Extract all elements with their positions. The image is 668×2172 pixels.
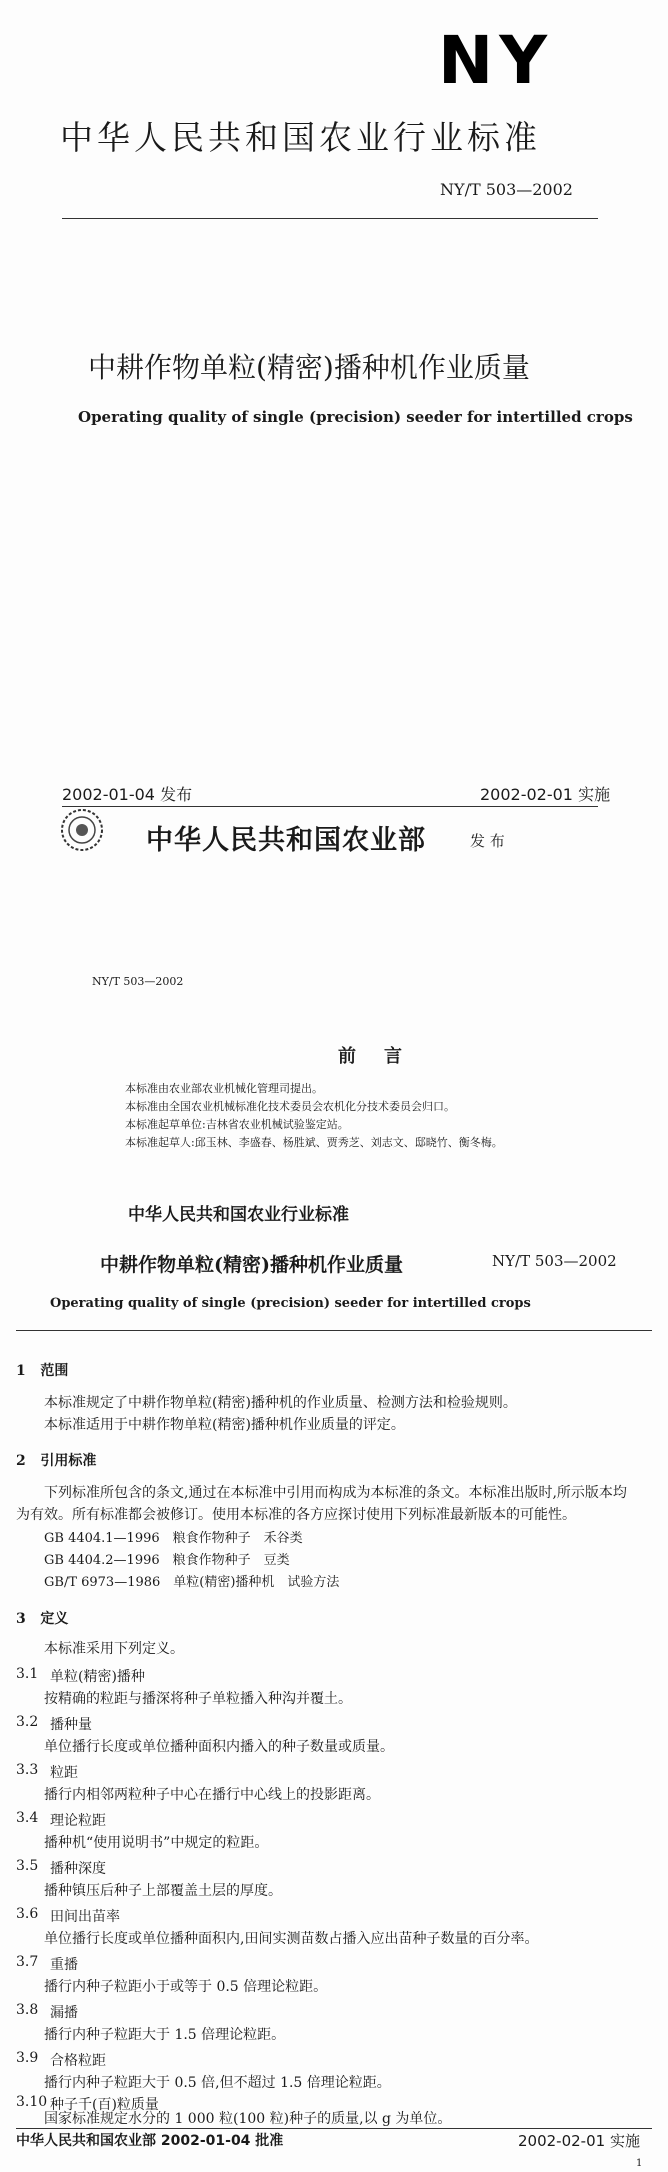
definition-number: 3.10 <box>16 2094 48 2110</box>
cover-title-cn: 中耕作物单粒(精密)播种机作业质量 <box>88 351 530 384</box>
standard-type-title: 中华人民共和国农业行业标准 <box>60 118 541 157</box>
body-title-cn: 中耕作物单粒(精密)播种机作业质量 <box>100 1254 403 1276</box>
reference-item: GB/T 6973—1986 单粒(精密)播种机 试验方法 <box>44 1575 340 1590</box>
definition-term: 粒距 <box>50 1765 78 1781</box>
preface-code: NY/T 503—2002 <box>92 975 184 988</box>
definition-term: 种子千(百)粒质量 <box>50 2097 159 2113</box>
definition-number: 3.6 <box>16 1906 39 1922</box>
definition-number: 3.5 <box>16 1858 39 1874</box>
preface-line: 本标准由全国农业机械标准化技术委员会农机化分技术委员会归口。 <box>125 1100 455 1113</box>
cover-divider-bottom <box>62 806 598 807</box>
definition-number: 3.3 <box>16 1762 39 1778</box>
definition-term: 理论粒距 <box>50 1813 106 1829</box>
definition-number: 3.2 <box>16 1714 39 1730</box>
paragraph: 本标准规定了中耕作物单粒(精密)播种机的作业质量、检测方法和检验规则。 <box>44 1395 517 1411</box>
cover-title-en: Operating quality of single (precision) seeder for intertilled crops <box>78 408 633 426</box>
section-1-heading <box>16 1360 68 1380</box>
section-3-heading <box>16 1608 68 1628</box>
implement-date: 2002-02-01 实施 <box>480 785 611 804</box>
reference-item: GB 4404.2—1996 粮食作物种子 豆类 <box>44 1553 290 1568</box>
definition-term: 播种深度 <box>50 1861 106 1877</box>
definition-desc: 播种机“使用说明书”中规定的粒距。 <box>44 1835 269 1851</box>
paragraph: 本标准采用下列定义。 <box>44 1641 184 1657</box>
standard-code: NY/T 503—2002 <box>440 180 573 199</box>
footer-implement: 2002-02-01 实施 <box>518 2132 640 2150</box>
definition-term: 漏播 <box>50 2005 78 2021</box>
preface-title: 前言 <box>338 1046 430 1067</box>
definition-number: 3.9 <box>16 2050 39 2066</box>
paragraph: 下列标准所包含的条文,通过在本标准中引用而构成为本标准的条文。本标准出版时,所示版本均 <box>44 1485 627 1501</box>
definition-term: 单粒(精密)播种 <box>50 1669 145 1685</box>
body-title-en: Operating quality of single (precision) seeder for intertilled crops <box>50 1296 531 1311</box>
definition-desc: 单位播行长度或单位播种面积内播入的种子数量或质量。 <box>44 1739 394 1755</box>
issue-date: 2002-01-04 发布 <box>62 785 193 804</box>
body-code: NY/T 503—2002 <box>492 1252 617 1270</box>
definition-desc: 播行内种子粒距大于 0.5 倍,但不超过 1.5 倍理论粒距。 <box>44 2075 391 2091</box>
definition-term: 田间出苗率 <box>50 1909 120 1925</box>
section-title: 范围 <box>40 1363 69 1379</box>
definition-desc: 按精确的粒距与播深将种子单粒播入种沟并覆土。 <box>44 1691 352 1707</box>
footer-approval: 中华人民共和国农业部 2002-01-04 批准 <box>16 2133 284 2149</box>
definition-desc: 单位播行长度或单位播种面积内,田间实测苗数占播入应出苗种子数量的百分率。 <box>44 1931 539 1947</box>
preface-line: 本标准起草人:邱玉林、李盛春、杨胜斌、贾秀芝、刘志文、邸晓竹、衡冬梅。 <box>125 1136 503 1149</box>
page-number: 1 <box>636 2158 643 2169</box>
ministry-seal-icon <box>60 808 104 852</box>
section-number: 3 <box>16 1611 26 1627</box>
definition-number: 3.7 <box>16 1954 39 1970</box>
paragraph: 为有效。所有标准都会被修订。使用本标准的各方应探讨使用下列标准最新版本的可能性。 <box>16 1507 576 1523</box>
preface-line: 本标准由农业部农业机械化管理司提出。 <box>125 1082 323 1095</box>
section-title: 定义 <box>40 1611 69 1627</box>
ministry-name: 中华人民共和国农业部 <box>146 825 426 856</box>
section-number: 1 <box>16 1363 26 1379</box>
publish-label: 发 布 <box>470 832 505 850</box>
cover-divider-top <box>62 218 598 219</box>
definition-desc: 播行内种子粒距小于或等于 0.5 倍理论粒距。 <box>44 1979 328 1995</box>
definition-term: 合格粒距 <box>50 2053 106 2069</box>
section-2-heading <box>16 1450 96 1470</box>
section-title: 引用标准 <box>40 1453 97 1469</box>
definition-term: 播种量 <box>50 1717 92 1733</box>
body-divider-bottom <box>16 2128 652 2129</box>
definition-number: 3.8 <box>16 2002 39 2018</box>
preface-line: 本标准起草单位:吉林省农业机械试验鉴定站。 <box>125 1118 349 1131</box>
definition-desc: 播行内相邻两粒种子中心在播行中心线上的投影距离。 <box>44 1787 380 1803</box>
definition-desc: 国家标准规定水分的 1 000 粒(100 粒)种子的质量,以 g 为单位。 <box>44 2111 452 2127</box>
section-number: 2 <box>16 1453 26 1469</box>
ny-logo: NY <box>438 22 554 99</box>
paragraph: 本标准适用于中耕作物单粒(精密)播种机作业质量的评定。 <box>44 1417 405 1433</box>
definition-number: 3.4 <box>16 1810 39 1826</box>
reference-item: GB 4404.1—1996 粮食作物种子 禾谷类 <box>44 1531 303 1546</box>
definition-desc: 播行内种子粒距大于 1.5 倍理论粒距。 <box>44 2027 286 2043</box>
definition-term: 重播 <box>50 1957 78 1973</box>
body-divider-top <box>16 1330 652 1331</box>
body-standard-type: 中华人民共和国农业行业标准 <box>128 1205 349 1225</box>
definition-desc: 播种镇压后种子上部覆盖土层的厚度。 <box>44 1883 282 1899</box>
definition-number: 3.1 <box>16 1666 39 1682</box>
